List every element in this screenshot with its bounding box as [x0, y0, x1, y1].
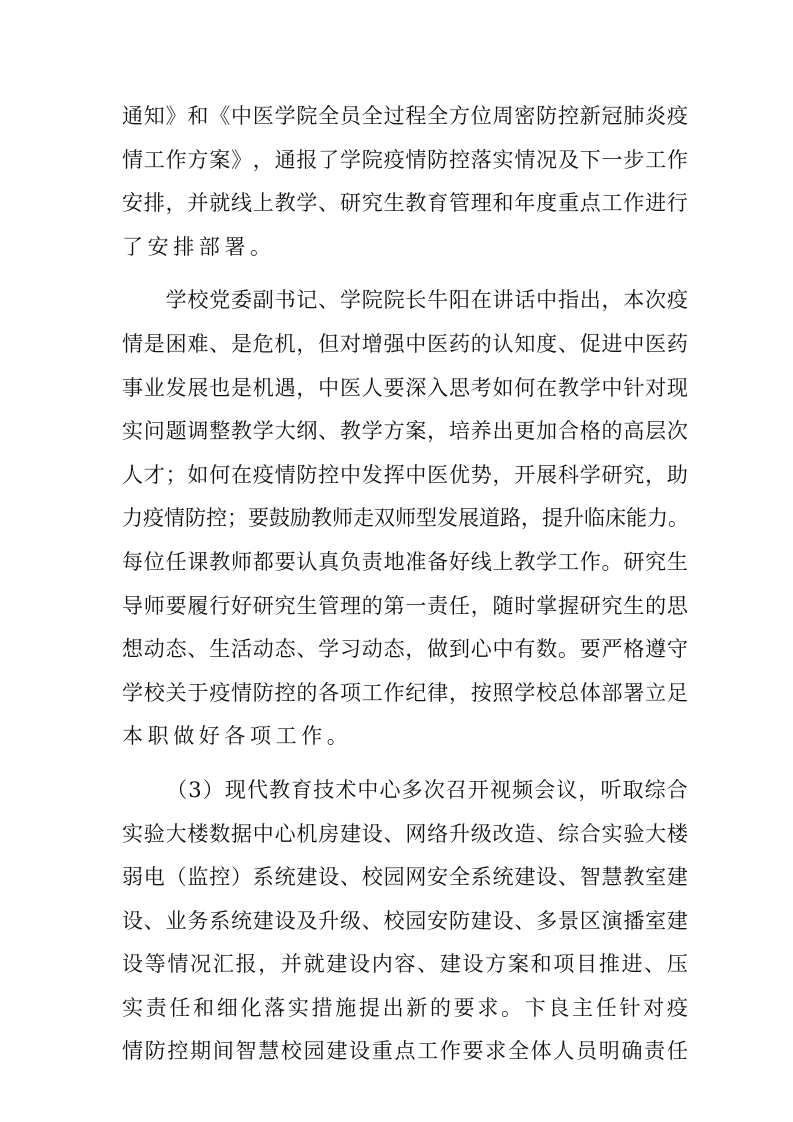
- text-line: 情 防 控 期 间 智 慧 校 园 建 设 重 点 工 作 要 求 全 体 人 员 明 确 责 任: [122, 1039, 688, 1064]
- text-line: 学 校 党 委 副 书 记 、 学 院 院 长 牛 阳 在 讲 话 中 指 出 ， 本 次 疫: [165, 288, 688, 313]
- text-line: 本职做好各项工作。: [122, 724, 353, 749]
- text-line: 实 验 大 楼 数 据 中 心 机 房 建 设 、 网 络 升 级 改 造 、 综 合 实 验 大 楼: [122, 821, 688, 846]
- text-line: 想 动 态 、 生 活 动 态 、 学 习 动 态 ， 做 到 心 中 有 数 。 要 严 格 遵 守: [122, 637, 688, 662]
- text-line: 力 疫 情 防 控 ； 要 鼓 励 教 师 走 双 师 型 发 展 道 路 ， 提 升 临 床 能 力 。: [122, 506, 689, 531]
- text-line: 情 是 困 难 、 是 危 机 ， 但 对 增 强 中 医 药 的 认 知 度 、 促 进 中 医 药: [122, 331, 688, 356]
- text-line: 弱 电 （ 监 控 ） 系 统 建 设 、 校 园 网 安 全 系 统 建 设 、 智 慧 教 室 建: [122, 865, 688, 890]
- paragraph-gap: [122, 759, 688, 769]
- text-line: 实 责 任 和 细 化 落 实 措 施 提 出 新 的 要 求 。 卞 良 主 任 针 对 疫: [122, 995, 688, 1020]
- text-line: 导 师 要 履 行 好 研 究 生 管 理 的 第 一 责 任 ， 随 时 掌 握 研 究 生 的 思: [122, 593, 688, 618]
- text-line: （ 3 ） 现 代 教 育 技 术 中 心 多 次 召 开 视 频 会 议 ， 听 取 综 合: [166, 777, 688, 802]
- text-line: 每 位 任 课 教 师 都 要 认 真 负 责 地 准 备 好 线 上 教 学 工 作 。 研 究 生: [122, 549, 688, 574]
- paragraph: [122, 769, 688, 1074]
- text-line: 设 等 情 况 汇 报 ， 并 就 建 设 内 容 、 建 设 方 案 和 项 目 推 进 、 压: [122, 952, 688, 977]
- text-line: 通 知 》 和 《 中 医 学 院 全 员 全 过 程 全 方 位 周 密 防 控 新 冠 肺 炎 疫: [122, 104, 688, 128]
- text-line: 设 、 业 务 系 统 建 设 及 升 级 、 校 园 安 防 建 设 、 多 景 区 演 播 室 建: [122, 908, 688, 933]
- paragraph: [122, 95, 688, 269]
- text-line: 了安排部署。: [122, 234, 276, 259]
- text-line: 情 工 作 方 案 》 ， 通 报 了 学 院 疫 情 防 控 落 实 情 况 及 下 一 步 工 作: [122, 147, 688, 172]
- text-line: 安 排 ， 并 就 线 上 教 学 、 研 究 生 教 育 管 理 和 年 度 重 点 工 作 进 行: [122, 191, 688, 216]
- body-text: [122, 95, 688, 1074]
- text-line: 学 校 关 于 疫 情 防 控 的 各 项 工 作 纪 律 ， 按 照 学 校 总 体 部 署 立 足: [122, 680, 688, 705]
- paragraph-gap: [122, 269, 688, 279]
- text-line: 事 业 发 展 也 是 机 遇 ， 中 医 人 要 深 入 思 考 如 何 在 教 学 中 针 对 现: [122, 375, 688, 400]
- paragraph: [122, 279, 688, 759]
- text-line: 人 才 ； 如 何 在 疫 情 防 控 中 发 挥 中 医 优 势 ， 开 展 科 学 研 究 ， 助: [122, 462, 688, 487]
- text-line: 实 问 题 调 整 教 学 大 纲 、 教 学 方 案 ， 培 养 出 更 加 合 格 的 高 层 次: [122, 419, 688, 444]
